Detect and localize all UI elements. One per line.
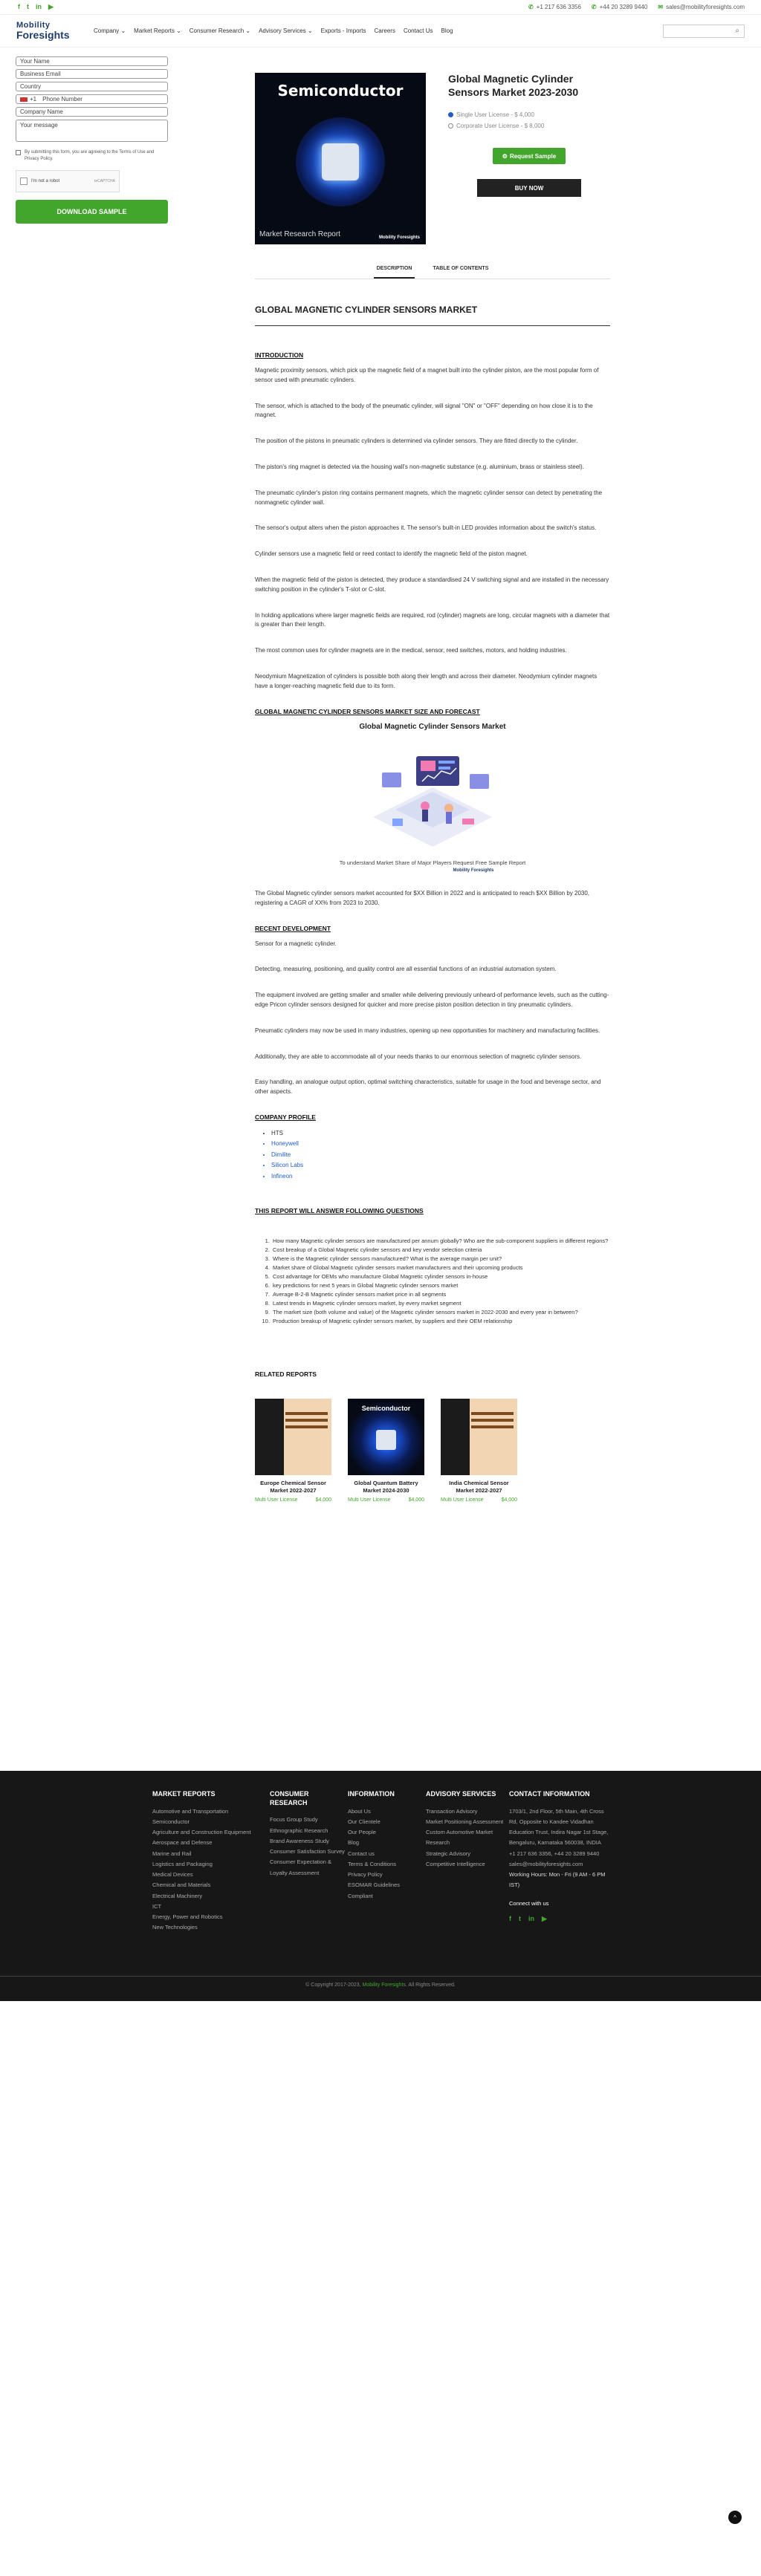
report-name[interactable]: Europe Chemical Sensor Market 2022-2027 <box>260 1479 326 1494</box>
facebook-icon[interactable]: f <box>509 1914 511 1922</box>
list-item: 3. Where is the Magnetic cylinder sensors manufactured? What is the average margin per unit? <box>271 1255 610 1263</box>
linkedin-icon[interactable]: in <box>528 1914 534 1922</box>
paragraph: The Global Magnetic cylinder sensors market accounted for $XX Billion in 2022 and is anticipated to reach $XX Billion by 2030, registering a CAGR of XX% from 2023 to 2030. <box>255 890 590 906</box>
phone-uk-link[interactable]: ✆ +44 20 3289 9440 <box>591 4 648 10</box>
connect-label: Connect with us <box>509 1899 549 1907</box>
figure-caption[interactable]: To understand Market Share of Major Players Request Free Sample Report <box>339 859 526 866</box>
paragraph: Neodymium Magnetization of cylinders is possible both along their length and across their diameter. Neodymium cylinder magnets have a longer-reaching magnetic field due to its form. <box>255 672 598 689</box>
paragraph: The most common uses for cylinder magnets are in the medical, sensor, reed switches, motors, and holding industries. <box>255 647 567 654</box>
working-hours: Working Hours: Mon - Fri (9 AM - 6 PM IST) <box>509 1871 606 1889</box>
email-link[interactable]: ✉ sales@mobilityforesights.com <box>658 4 745 10</box>
mail-icon: ✉ <box>658 4 664 10</box>
paragraph: Detecting, measuring, positioning, and quality control are all essential functions of an industrial automation system. <box>255 966 557 973</box>
footer-link[interactable]: ESOMAR Guidelines Compliant <box>348 1881 401 1899</box>
country-field[interactable]: Country <box>16 82 168 91</box>
twitter-icon[interactable]: t <box>27 3 29 10</box>
footer-link[interactable]: Strategic Advisory <box>426 1850 471 1857</box>
figure-title: Global Magnetic Cylinder Sensors Market <box>359 722 506 731</box>
footer-email[interactable]: sales@mobilityforesights.com <box>509 1860 583 1867</box>
related-reports <box>255 1370 610 1504</box>
youtube-icon[interactable]: ▶ <box>542 1914 547 1922</box>
paragraph: In holding applications where larger magnetic fields are required, rod (cylinder) magnets are long, circular magnets with a diameter that is greater than their length. <box>255 611 610 628</box>
paragraph: The equipment involved are getting smaller and smaller while delivering previously unheard-of performance levels, such as the cutting-edge Pricon cylinder sensors designed for quicker and more precise piston position detection in tiny pneumatic cylinders. <box>255 992 609 1009</box>
footer-col-information: INFORMATION About Us Our Clientele Our People Blog Contact us Terms & Conditions Privacy Policy ESOMAR Guidelines Compliant <box>348 1790 426 1933</box>
phone-us-link[interactable]: ✆ +1 217 636 3356 <box>528 4 581 10</box>
copyright-brand-link[interactable]: Mobility Foresights <box>362 1983 406 1988</box>
report-name[interactable]: India Chemical Sensor Market 2022-2027 <box>449 1479 509 1494</box>
main-content <box>255 73 610 1504</box>
flag-icon <box>20 97 27 102</box>
report-name[interactable]: Global Quantum Battery Market 2024-2030 <box>354 1479 418 1494</box>
twitter-icon[interactable]: t <box>519 1914 521 1922</box>
footer-link[interactable]: New Technologies <box>152 1924 198 1931</box>
footer-link[interactable]: Consumer Expectation & Loyalty Assessment <box>270 1858 331 1876</box>
recaptcha-logo: reCAPTCHA <box>94 179 115 183</box>
related-card[interactable]: Semiconductor Global Quantum Battery Market 2024-2030 Multi User License $4,000 <box>348 1399 424 1504</box>
tab-table-of-contents[interactable]: TABLE OF CONTENTS <box>433 266 489 271</box>
footer-link[interactable]: Brand Awareness Study <box>270 1837 329 1844</box>
footer-link[interactable]: Ethnographic Research <box>270 1827 328 1834</box>
footer-link[interactable]: Market Positioning Assessment <box>426 1818 504 1825</box>
company-link[interactable]: • Silicon Labs <box>271 1160 610 1171</box>
section-heading: RECENT DEVELOPMENT <box>255 924 331 932</box>
report-thumbnail[interactable] <box>255 1399 331 1475</box>
related-list <box>255 1399 610 1504</box>
related-card[interactable]: India Chemical Sensor Market 2022-2027 Multi User License $4,000 <box>441 1399 517 1504</box>
phone-field[interactable]: +1 Phone Number <box>16 94 168 104</box>
footer-link[interactable]: Automotive and Transportation <box>152 1807 229 1815</box>
paragraph: When the magnetic field of the piston is detected, they produce a standardised 24 V switching signal and are installed in the necessary switching position in the cylinder's T-slot or C-slot. <box>255 576 609 593</box>
list-item: 1. How many Magnetic cylinder sensors are manufactured per annum globally? Who are the sub-component suppliers in different regions? <box>271 1237 610 1246</box>
footer-link[interactable]: Blog <box>348 1839 360 1847</box>
product-info <box>448 73 610 244</box>
list-item: 4. Market share of Global Magnetic cylinder sensors market manufacturers and their upcoming products <box>271 1263 610 1272</box>
paragraph: Magnetic proximity sensors, which pick up the magnetic field of a magnet built into the cylinder piston, are the most popular form of sensor used with pneumatic cylinders. <box>255 367 599 383</box>
list-item: 2. Cost breakup of a Global Magnetic cylinder sensors and key vendor selection criteria <box>271 1246 610 1255</box>
section-heading: INTRODUCTION <box>255 351 304 359</box>
paragraph: Cylinder sensors use a magnetic field or reed contact to identify the magnetic field of the piston magnet. <box>255 550 528 558</box>
captcha-checkbox[interactable] <box>20 178 27 185</box>
footer-link[interactable]: Energy, Power and Robotics <box>152 1913 223 1921</box>
address-text: 1703/1, 2nd Floor, 5th Main, 4th Cross Rd, Opposite to Kandee Vidadhan Education Trust, Indira Nagar 1st Stage, Bengaluru, Karnataka 560038, INDIA <box>509 1807 609 1847</box>
footer-link[interactable]: Transaction Advisory <box>426 1807 478 1815</box>
section-heading: RELATED REPORTS <box>255 1370 317 1378</box>
paragraph: The piston's ring magnet is detected via the housing wall's non-magnetic substance (e.g. aluminium, brass or stainless steel). <box>255 463 584 470</box>
report-cover-image: Semiconductor Market Research Report Mobility Foresights <box>255 73 426 244</box>
nav-item-contact-us[interactable]: Contact Us <box>403 27 433 34</box>
main-navbar <box>0 15 761 48</box>
message-field[interactable]: Your message <box>16 120 168 142</box>
footer-link[interactable]: About Us <box>348 1807 371 1815</box>
footer-link[interactable]: Focus Group Study <box>270 1816 318 1824</box>
section-heading: COMPANY PROFILE <box>255 1113 316 1122</box>
paragraph: The pneumatic cylinder's piston ring contains permanent magnets, which the magnetic cylinder sensor can detect by penetrating the nonmagnetic cylinder wall. <box>255 489 603 506</box>
phone-icon: ✆ <box>528 4 534 10</box>
footer-phone[interactable]: +1 217 636 3356, +44 20 3289 9440 <box>509 1850 600 1857</box>
social-links <box>18 3 54 11</box>
nav-item-blog[interactable]: Blog <box>441 27 453 34</box>
nav-item-exports-imports[interactable]: Exports - Imports <box>320 27 366 34</box>
consent-checkbox[interactable] <box>16 150 21 155</box>
footer-link[interactable]: Medical Devices <box>152 1871 193 1879</box>
section-heading: THIS REPORT WILL ANSWER FOLLOWING QUESTIONS <box>255 1206 424 1214</box>
footer-link[interactable]: Privacy Policy <box>348 1871 383 1879</box>
nav-item-company[interactable]: Company ⌄ <box>94 27 126 34</box>
company-field[interactable]: Company Name <box>16 107 168 117</box>
copyright: © Copyright 2017-2023, Mobility Foresights. All Rights Reserved. <box>0 1976 761 1988</box>
top-contact <box>528 4 745 10</box>
footer-link[interactable]: Terms & Conditions <box>348 1860 397 1867</box>
nav-menu <box>94 27 453 34</box>
footer-link[interactable]: Logistics and Packaging <box>152 1860 213 1867</box>
download-sample-button[interactable]: DOWNLOAD SAMPLE <box>16 200 168 224</box>
footer-link[interactable]: Our People <box>348 1829 376 1836</box>
name-field[interactable]: Your Name <box>16 56 168 66</box>
license-corporate[interactable]: Corporate User License - $ 8,000 <box>448 120 610 131</box>
nav-item-market-reports[interactable]: Market Reports ⌄ <box>134 27 181 34</box>
footer-link[interactable]: Aerospace and Defense <box>152 1839 213 1847</box>
footer-col-consumer-research: CONSUMER RESEARCH Focus Group Study Ethnographic Research Brand Awareness Study Consumer Satisfaction Survey Consumer Expectation & Loyalty Assessment <box>270 1790 348 1933</box>
nav-item-careers[interactable]: Careers <box>374 27 395 34</box>
isometric-illustration <box>351 735 514 854</box>
questions-list <box>271 1237 610 1326</box>
license-options <box>448 109 610 131</box>
footer-link[interactable]: Competitive Intelligence <box>426 1860 485 1867</box>
company-list <box>271 1128 610 1182</box>
footer-link[interactable]: Electrical Machinery <box>152 1892 203 1899</box>
youtube-icon[interactable]: ▶ <box>48 3 54 10</box>
footer-link[interactable]: Consumer Satisfaction Survey <box>270 1848 345 1855</box>
section-heading: GLOBAL MAGNETIC CYLINDER SENSORS MARKET SIZE AND FORECAST <box>255 707 480 715</box>
footer-link[interactable]: Custom Automotive Market Research <box>426 1829 493 1847</box>
footer-col-market-reports: MARKET REPORTS Automotive and Transportation Semiconductor Agriculture and Construction Equipment Aerospace and Defense Marine and Rail Logistics and Packaging Medical Devices Chemical and Materials Electrical Machinery ICT Energy, Power and Robotics New Technologies <box>152 1790 270 1933</box>
company-link[interactable]: • Honeywell <box>271 1139 610 1149</box>
list-item: 7. Average B-2-B Magnetic cylinder sensors market price in all segments <box>271 1290 610 1299</box>
footer-link[interactable]: Chemical and Materials <box>152 1881 211 1889</box>
footer-link[interactable]: Semiconductor <box>152 1818 190 1825</box>
report-thumbnail[interactable]: Semiconductor <box>348 1399 424 1475</box>
top-bar <box>0 0 761 15</box>
email-field[interactable]: Business Email <box>16 69 168 79</box>
linkedin-icon[interactable]: in <box>36 3 42 10</box>
footer-link[interactable]: Contact us <box>348 1850 375 1857</box>
footer-col-contact: CONTACT INFORMATION 1703/1, 2nd Floor, 5th Main, 4th Cross Rd, Opposite to Kandee Vidadhan Education Trust, Indira Nagar 1st Stage, Bengaluru, Karnataka 560038, INDIA +1 217 636 3356, +44 20 3289 9440 sales@mobilityforesights.com Working Hours: Mon - Fri (9 AM - 6 PM IST) Connect with us f t in ▶ <box>509 1790 613 1933</box>
facebook-icon[interactable]: f <box>18 3 20 10</box>
phone-icon: ✆ <box>591 4 597 10</box>
paragraph: The position of the pistons in pneumatic cylinders is determined via cylinder sensors. They are fitted directly to the cylinder. <box>255 438 578 445</box>
footer-social <box>509 1915 613 1923</box>
recaptcha-widget: I'm not a robot reCAPTCHA <box>16 170 120 192</box>
footer-link[interactable]: Our Clientele <box>348 1818 380 1825</box>
list-item: • HTS <box>271 1128 610 1139</box>
site-footer <box>0 1771 761 2001</box>
list-item: 8. Latest trends in Magnetic cylinder sensors market, by every market segment <box>271 1299 610 1308</box>
search-icon[interactable]: ⌕ <box>735 27 739 35</box>
paragraph: Pneumatic cylinders may now be used in many industries, opening up new opportunities for machinery and manufacturing facilities. <box>255 1027 600 1034</box>
list-item: 5. Cost advantage for OEMs who manufacture Global Magnetic cylinder sensors in-house <box>271 1272 610 1281</box>
buy-now-button[interactable]: BUY NOW <box>477 179 581 197</box>
paragraph: Additionally, they are able to accommodate all of your needs thanks to our enormous selection of magnetic cylinder sensors. <box>255 1053 582 1060</box>
paragraph: The sensor's output alters when the piston approaches it. The sensor's built-in LED provides information about the switch's status. <box>255 524 597 532</box>
search-input[interactable] <box>663 25 745 38</box>
footer-link[interactable]: ICT <box>152 1902 162 1910</box>
sample-request-form <box>16 56 168 224</box>
list-item: 9. The market size (both volume and value) of the Magnetic cylinder sensors market in 2022-2030 and every year in between? <box>271 1308 610 1317</box>
content-tabs <box>255 264 610 279</box>
company-link[interactable]: • Infineon <box>271 1171 610 1182</box>
footer-link[interactable]: Agriculture and Construction Equipment <box>152 1829 251 1836</box>
paragraph: Easy handling, an analogue output option, optimal switching characteristics, suitable for usage in the food and beverage sector, and other aspects. <box>255 1079 601 1096</box>
footer-columns <box>152 1790 761 1933</box>
list-item: 6. key predictions for next 5 years in Global Magnetic cylinder sensors market <box>271 1281 610 1290</box>
report-thumbnail[interactable] <box>441 1399 517 1475</box>
paragraph: The sensor, which is attached to the body of the pneumatic cylinder, will signal "ON" or "OFF" depending on how close it is to the magnet. <box>255 402 593 419</box>
figure-logo: Mobility Foresights <box>453 868 494 874</box>
radio-icon[interactable] <box>448 123 453 129</box>
list-item: 10. Production breakup of Magnetic cylinder sensors market, by suppliers and their OEM relationship <box>271 1317 610 1326</box>
scroll-to-top-button[interactable]: ^ <box>728 2511 742 2524</box>
nav-item-advisory-services[interactable]: Advisory Services ⌄ <box>259 27 313 34</box>
footer-link[interactable]: Marine and Rail <box>152 1850 192 1857</box>
market-figure <box>255 723 610 874</box>
company-link[interactable]: • Dimilite <box>271 1150 610 1160</box>
page-title: Global Magnetic Cylinder Sensors Market 2023-2030 <box>448 73 579 98</box>
article-title: GLOBAL MAGNETIC CYLINDER SENSORS MARKET <box>255 305 610 326</box>
site-logo[interactable]: Mobility Foresights <box>16 21 70 41</box>
chip-icon <box>322 143 359 180</box>
license-single[interactable]: Single User License - $ 4,000 <box>448 109 610 120</box>
tab-description[interactable]: DESCRIPTION <box>374 264 415 279</box>
related-card[interactable]: Europe Chemical Sensor Market 2022-2027 Multi User License $4,000 <box>255 1399 331 1504</box>
article-body <box>255 305 610 1504</box>
footer-col-advisory: ADVISORY SERVICES Transaction Advisory Market Positioning Assessment Custom Automotive Market Research Strategic Advisory Competitive Intelligence <box>426 1790 509 1933</box>
request-sample-button[interactable]: ⚙ Request Sample <box>493 148 566 164</box>
paragraph: Sensor for a magnetic cylinder. <box>255 940 337 947</box>
cart-icon: ⚙ <box>502 152 508 160</box>
nav-item-consumer-research[interactable]: Consumer Research ⌄ <box>189 27 251 34</box>
radio-selected-icon[interactable] <box>448 112 453 117</box>
consent-checkbox-row: By submitting this form, you are agreeing to the Terms of Use and Privacy Policy. <box>16 149 168 163</box>
product-header <box>255 73 610 244</box>
